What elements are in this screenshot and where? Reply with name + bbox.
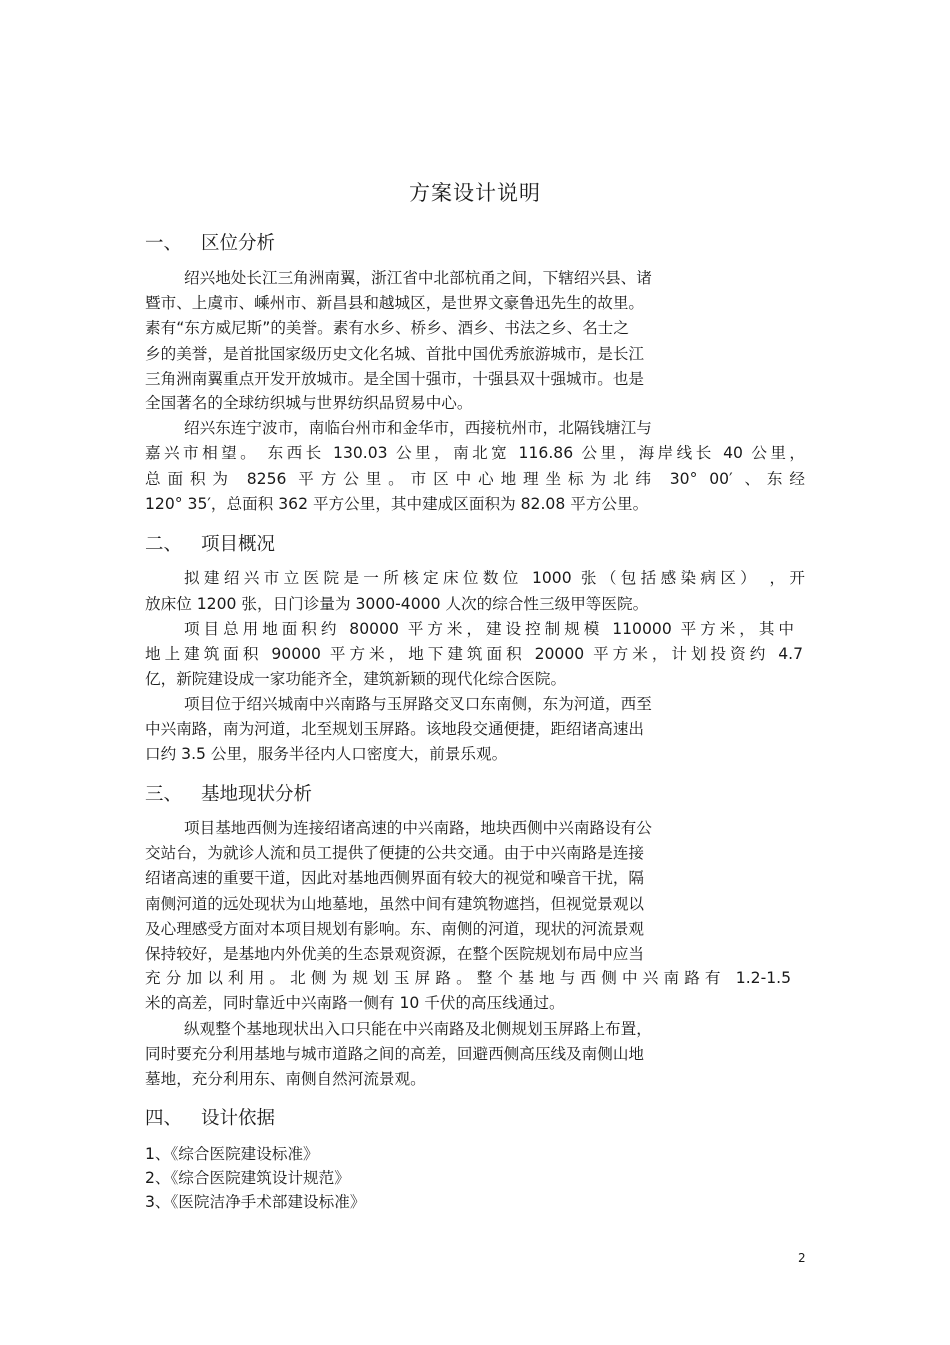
section-title: 基地现状分析 [201,784,313,805]
paragraph-line: 亿，新院建设成一家功能齐全，建筑新颖的现代化综合医院。 [145,670,567,688]
paragraph-line: 交站台，为就诊人流和员工提供了便捷的公共交通。由于中兴南路是连接 [145,844,645,862]
paragraph-line: 素有“东方威尼斯”的美誉。素有水乡、桥乡、酒乡、书法之乡、名士之 [145,319,629,337]
paragraph-line: 口约 3.5 公里，服务半径内人口密度大，前景乐观。 [145,745,508,763]
paragraph-line: 嘉兴市相望。 东西长 130.03 公里，南北宽 116.86 公里，海岸线长 40 公里， [145,444,805,462]
section-heading-1 [145,229,275,255]
paragraph-line: 同时要充分利用基地与城市道路之间的高差，回避西侧高压线及南侧山地 [145,1045,645,1063]
paragraph-line: 米的高差，同时靠近中兴南路一侧有 10 千伏的高压线通过。 [145,994,565,1012]
section-number: 三、 [145,784,183,805]
reference-item: 2、《综合医院建筑设计规范》 [145,1169,350,1187]
section-title: 区位分析 [201,233,276,254]
paragraph-line: 南侧河道的远处现状为山地墓地，虽然中间有建筑物遮挡，但视觉景观以 [145,895,645,913]
paragraph-line: 中兴南路，南为河道，北至规划玉屏路。该地段交通便捷，距绍诸高速出 [145,720,645,738]
paragraph-line: 暨市、上虞市、嵊州市、新昌县和越城区，是世界文豪鲁迅先生的故里。 [145,294,645,312]
section-number: 二、 [145,534,183,555]
paragraph-line: 三角洲南翼重点开发开放城市。是全国十强市，十强县双十强城市。也是 [145,370,645,388]
paragraph-line: 全国著名的全球纺织城与世界纺织品贸易中心。 [145,394,473,412]
paragraph-line: 及心理感受方面对本项目规划有影响。东、南侧的河道，现状的河流景观 [145,920,645,938]
paragraph-line: 墓地，充分利用东、南侧自然河流景观。 [145,1070,426,1088]
paragraph-line: 总面积为 8256 平方公里。市区中心地理坐标为北纬 30° 00′ 、东经 [145,470,805,488]
document-title: 方案设计说明 [409,181,541,205]
paragraph-line: 120° 35′，总面积 362 平方公里，其中建成区面积为 82.08 平方公里。 [145,495,649,513]
paragraph-line: 放床位 1200 张，日门诊量为 3000-4000 人次的综合性三级甲等医院。 [145,595,649,613]
paragraph-line: 项目位于绍兴城南中兴南路与玉屏路交叉口东南侧，东为河道，西至 [184,695,652,713]
paragraph-line: 乡的美誉，是首批国家级历史文化名城、首批中国优秀旅游城市，是长江 [145,345,645,363]
paragraph-line: 绍诸高速的重要干道，因此对基地西侧界面有较大的视觉和噪音干扰，隔 [145,869,645,887]
section-heading-4 [145,1104,275,1130]
paragraph-line: 绍兴东连宁波市，南临台州市和金华市，西接杭州市，北隔钱塘江与 [184,419,652,437]
reference-item: 1、《综合医院建设标准》 [145,1145,319,1163]
section-title: 项目概况 [201,534,276,555]
section-heading-3 [145,780,312,806]
paragraph-line: 项目基地西侧为连接绍诸高速的中兴南路，地块西侧中兴南路设有公 [184,819,652,837]
paragraph-line: 保持较好，是基地内外优美的生态景观资源，在整个医院规划布局中应当 [145,945,645,963]
paragraph-line: 纵观整个基地现状出入口只能在中兴南路及北侧规划玉屏路上布置， [184,1020,652,1038]
paragraph-line: 项目总用地面积约 80000 平方米，建设控制规模 110000 平方米，其中 [184,620,794,638]
paragraph-line: 地上建筑面积 90000 平方米，地下建筑面积 20000 平方米，计划投资约 4.7 [145,645,803,663]
paragraph-line: 拟建绍兴市立医院是一所核定床位数位 1000 张（包括感染病区） ，开 [184,569,805,587]
section-number: 一、 [145,233,183,254]
reference-item: 3、《医院洁净手术部建设标准》 [145,1193,366,1211]
page-number: 2 [798,1251,806,1265]
paragraph-line: 绍兴地处长江三角洲南翼，浙江省中北部杭甬之间，下辖绍兴县、诸 [184,269,652,287]
section-heading-2 [145,530,275,556]
paragraph-line: 充分加以利用。北侧为规划玉屏路。整个基地与西侧中兴南路有 1.2-1.5 [145,969,791,987]
section-number: 四、 [145,1108,183,1129]
section-title: 设计依据 [201,1108,276,1129]
